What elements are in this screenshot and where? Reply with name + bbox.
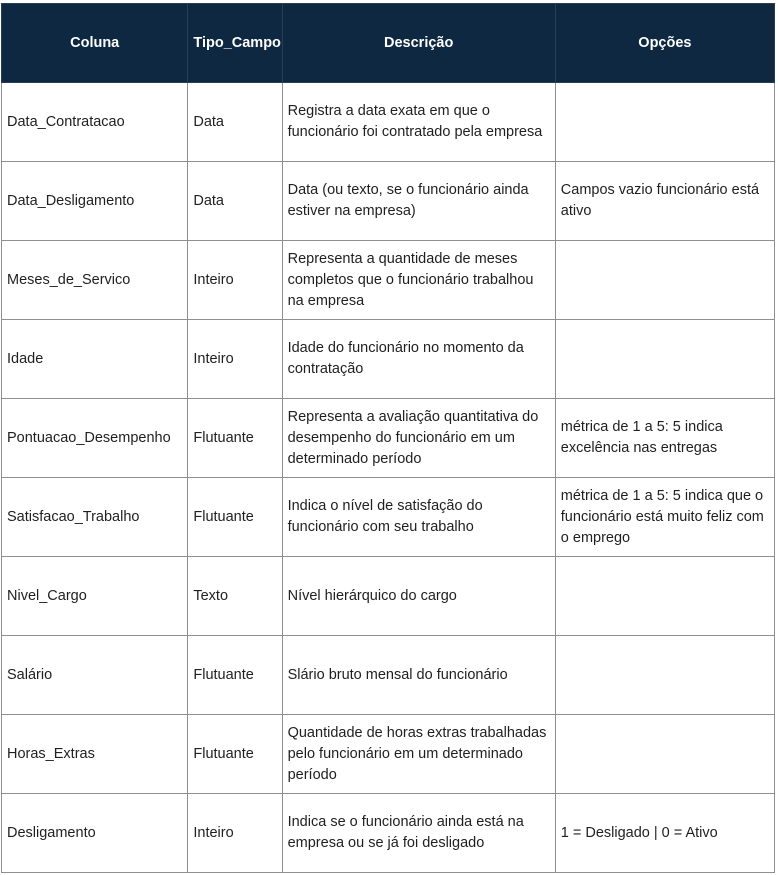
cell-coluna: Idade	[2, 320, 188, 399]
cell-opcoes	[555, 241, 774, 320]
header-tipo-campo: Tipo_Campo	[188, 4, 282, 83]
cell-descricao: Indica se o funcionário ainda está na empresa ou se já foi desligado	[282, 794, 555, 873]
cell-coluna: Meses_de_Servico	[2, 241, 188, 320]
cell-tipo: Flutuante	[188, 636, 282, 715]
header-coluna: Coluna	[2, 4, 188, 83]
cell-tipo: Inteiro	[188, 320, 282, 399]
table-row	[2, 794, 775, 873]
cell-opcoes: 1 = Desligado | 0 = Ativo	[555, 794, 774, 873]
cell-opcoes	[555, 83, 774, 162]
cell-tipo: Flutuante	[188, 715, 282, 794]
cell-descricao: Registra a data exata em que o funcionário foi contratado pela empresa	[282, 83, 555, 162]
cell-coluna: Satisfacao_Trabalho	[2, 478, 188, 557]
cell-coluna: Data_Desligamento	[2, 162, 188, 241]
cell-coluna: Desligamento	[2, 794, 188, 873]
cell-descricao: Representa a avaliação quantitativa do desempenho do funcionário em um determinado período	[282, 399, 555, 478]
cell-descricao: Representa a quantidade de meses completos que o funcionário trabalhou na empresa	[282, 241, 555, 320]
header-row	[2, 4, 775, 83]
table-row	[2, 557, 775, 636]
data-dictionary-table	[1, 3, 775, 873]
cell-tipo: Inteiro	[188, 794, 282, 873]
cell-tipo: Inteiro	[188, 241, 282, 320]
table-row	[2, 399, 775, 478]
cell-coluna: Salário	[2, 636, 188, 715]
table-row	[2, 715, 775, 794]
cell-tipo: Data	[188, 162, 282, 241]
cell-tipo: Flutuante	[188, 399, 282, 478]
table-row	[2, 320, 775, 399]
cell-opcoes	[555, 636, 774, 715]
table-row	[2, 241, 775, 320]
cell-opcoes: Campos vazio funcionário está ativo	[555, 162, 774, 241]
table-body	[2, 83, 775, 873]
cell-descricao: Quantidade de horas extras trabalhadas pelo funcionário em um determinado período	[282, 715, 555, 794]
cell-coluna: Data_Contratacao	[2, 83, 188, 162]
cell-descricao: Indica o nível de satisfação do funcionário com seu trabalho	[282, 478, 555, 557]
cell-tipo: Texto	[188, 557, 282, 636]
header-descricao: Descrição	[282, 4, 555, 83]
table-row	[2, 83, 775, 162]
cell-descricao: Slário bruto mensal do funcionário	[282, 636, 555, 715]
cell-tipo: Flutuante	[188, 478, 282, 557]
cell-descricao: Idade do funcionário no momento da contratação	[282, 320, 555, 399]
cell-opcoes: métrica de 1 a 5: 5 indica excelência nas entregas	[555, 399, 774, 478]
cell-opcoes	[555, 557, 774, 636]
cell-coluna: Horas_Extras	[2, 715, 188, 794]
cell-tipo: Data	[188, 83, 282, 162]
cell-opcoes	[555, 320, 774, 399]
cell-descricao: Data (ou texto, se o funcionário ainda estiver na empresa)	[282, 162, 555, 241]
table-row	[2, 636, 775, 715]
table-row	[2, 478, 775, 557]
table-row	[2, 162, 775, 241]
cell-opcoes: métrica de 1 a 5: 5 indica que o funcionário está muito feliz com o emprego	[555, 478, 774, 557]
cell-coluna: Pontuacao_Desempenho	[2, 399, 188, 478]
cell-coluna: Nivel_Cargo	[2, 557, 188, 636]
cell-descricao: Nível hierárquico do cargo	[282, 557, 555, 636]
table-header	[2, 4, 775, 83]
cell-opcoes	[555, 715, 774, 794]
header-opcoes: Opções	[555, 4, 774, 83]
